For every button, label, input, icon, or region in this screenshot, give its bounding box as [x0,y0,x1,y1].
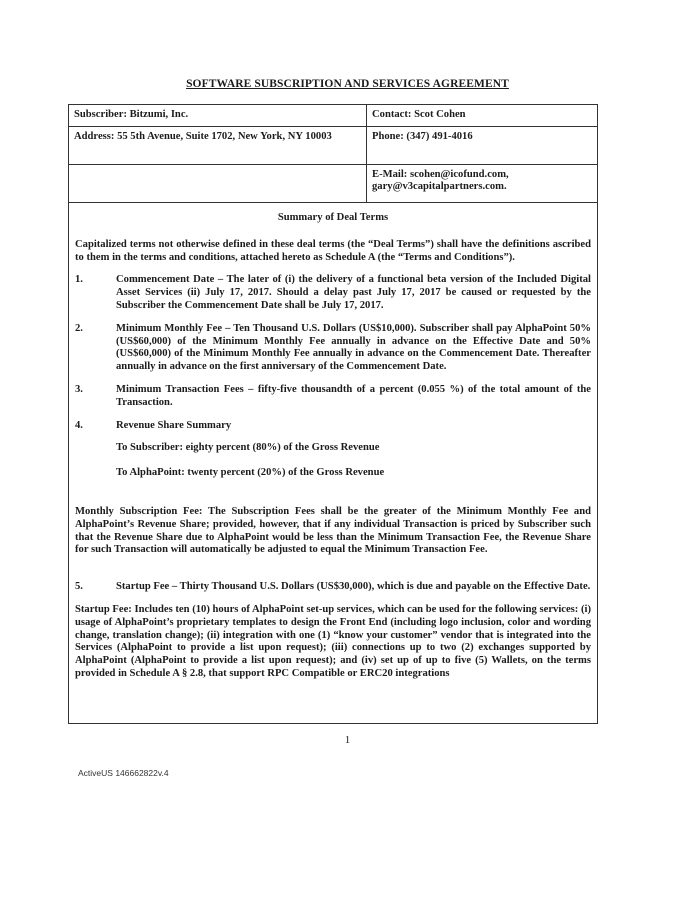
item-text: Minimum Monthly Fee – Ten Thousand U.S. Dollars (US$10,000). Subscriber shall pay AlphaPoint 50% (US$60,000) of the Minimum Monthly Fee annually in advance on the Effective Date and 50% (US$60,000) of the Minimum Monthly Fee annually in advance on the Commencement Date. Thereafter annually in advance on the first anniversary of the Commencement Date. [116,322,591,373]
subscriber-cell: Subscriber: Bitzumi, Inc. [69,105,367,127]
agreement-frame [68,104,598,724]
monthly-subscription-fee-paragraph: Monthly Subscription Fee: The Subscription Fees shall be the greater of the Minimum Monthly Fee and AlphaPoint’s Revenue Share; provided, however, that if any individual Transaction is priced by Subscriber such that the Revenue Share due to AlphaPoint would be less than the Minimum Transaction Fee, the Revenue Share for such Transaction will automatically be adjusted to equal the Minimum Transaction Fee. [75,505,591,556]
item-number: 5. [75,581,83,593]
page-number: 1 [344,734,351,746]
share-subscriber: To Subscriber: eighty percent (80%) of the Gross Revenue [116,442,380,454]
share-alphapoint: To AlphaPoint: twenty percent (20%) of the Gross Revenue [116,467,385,479]
empty-cell [69,165,367,203]
item-number: 4. [75,419,83,431]
term-revenue-share-summary [75,420,591,433]
document-reference: ActiveUS 146662822v.4 [78,768,169,778]
spacer [75,567,591,581]
deal-terms-summary [69,212,597,681]
item-number: 1. [75,274,83,286]
term-startup-fee [75,581,591,594]
address-cell: Address: 55 5th Avenue, Suite 1702, New York, NY 10003 [69,127,367,165]
email-line-1: E-Mail: scohen@icofund.com, [372,169,509,180]
item-text: Startup Fee – Thirty Thousand U.S. Dollars (US$30,000), which is due and payable on the Effective Date. [116,581,591,593]
item-text: Minimum Transaction Fees – fifty-five thousandth of a percent (0.055 %) of the total amount of the Transaction. [116,383,591,408]
startup-fee-paragraph: Startup Fee: Includes ten (10) hours of AlphaPoint set-up services, which can be used for the following services: (i) usage of AlphaPoint’s proprietary templates to design the Front End (including logo inclusion, color and wording change, translation change); (ii) integration with one (1) “know your customer” vendor that is integrated into the Services (AlphaPoint to provide a list upon request); (iii) connections up to two (2) exchanges supported by AlphaPoint (AlphaPoint to provide a list upon request); and (iv) set up of up to five (5) Wallets, on the terms provided in Schedule A § 2.8, that support RPC Compatible or ERC20 integrations [75,603,591,679]
email-line-2: gary@v3capitalpartners.com. [372,181,507,192]
item-number: 3. [75,383,83,395]
term-minimum-monthly-fee [75,323,591,374]
email-cell [367,165,598,203]
contact-cell: Contact: Scot Cohen [367,105,598,127]
intro-paragraph: Capitalized terms not otherwise defined in these deal terms (the “Deal Terms”) shall have the definitions ascribed to them in the terms and conditions, attached hereto as Schedule A (the “Terms and Conditions”). [75,238,591,263]
item-text: Revenue Share Summary [116,419,232,431]
document-title: SOFTWARE SUBSCRIPTION AND SERVICES AGREEMENT [186,78,509,90]
item-text: Commencement Date – The later of (i) the delivery of a functional beta version of the Included Digital Asset Services (ii) July 17, 2017. Should a delay past July 17, 2017 be caused or requested by the Subscriber the Commencement Date shall be July 17, 2017. [116,274,591,311]
term-commencement-date [75,274,591,312]
parties-table [69,105,597,203]
spacer [75,492,591,506]
item-number: 2. [75,322,83,334]
summary-heading: Summary of Deal Terms [277,212,389,223]
phone-cell: Phone: (347) 491-4016 [367,127,598,165]
term-minimum-transaction-fees [75,384,591,410]
